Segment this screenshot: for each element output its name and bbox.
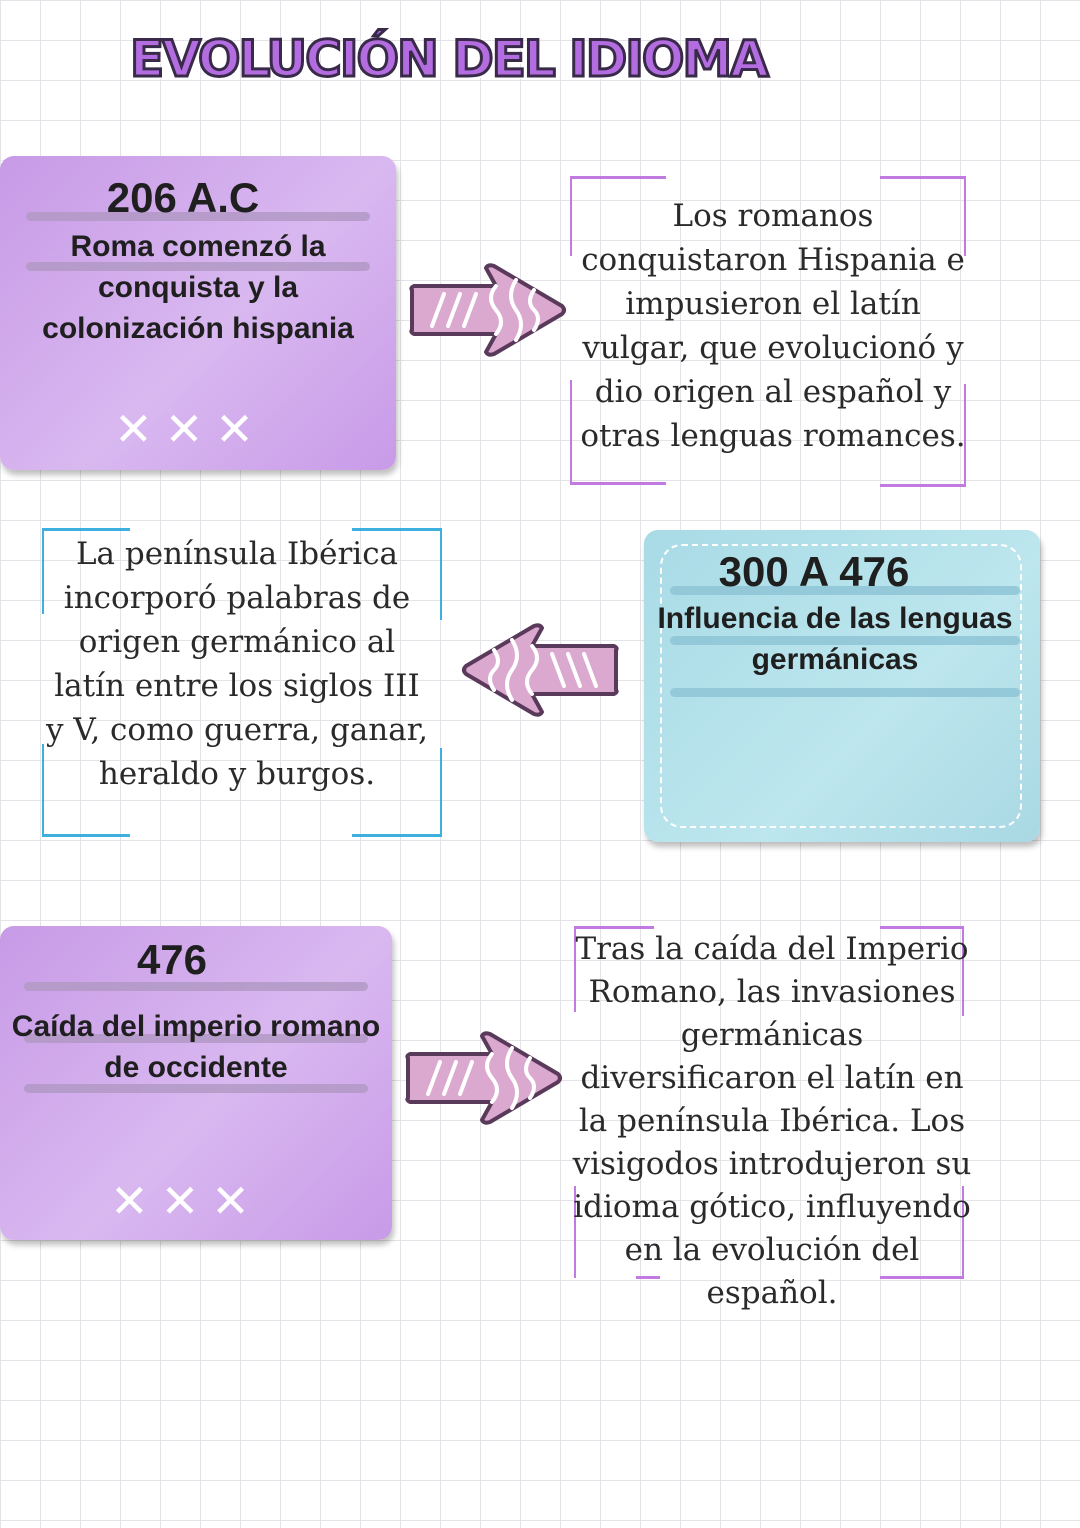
card-description: Roma comenzó la conquista y la colonización hispania — [42, 230, 354, 345]
arrow-right-icon — [400, 1030, 566, 1126]
page-title: EVOLUCIÓN DEL IDIOMA — [130, 30, 767, 88]
arrow-right-icon — [404, 262, 570, 358]
note-frame-left-bottom — [42, 744, 44, 836]
note-peninsula: La península Ibérica incorporó palabras de origen germánico al latín entre los siglos III y V, como guerra, ganar, heraldo y burgos. — [46, 536, 429, 792]
note-frame-right-bottom — [440, 748, 442, 836]
note-frame-top-right — [352, 528, 442, 531]
note-frame-left — [570, 176, 572, 256]
note-frame-bottom-right — [352, 834, 442, 837]
card-description: Influencia de las lenguas germánicas — [657, 602, 1013, 676]
timeline-card-206ac — [0, 156, 396, 470]
note-frame-top-right — [880, 176, 966, 179]
cross-icon: ✕✕✕ — [110, 1175, 262, 1227]
note-frame-bottom-left — [42, 834, 130, 837]
timeline-card-476 — [0, 926, 392, 1240]
note-frame-right — [440, 528, 442, 620]
note-frame-bottom-left — [570, 482, 666, 485]
note-frame-bottom-right — [880, 484, 966, 487]
card-year: 206 A.C — [106, 174, 260, 221]
note-caida-imperio: Tras la caída del Imperio Romano, las invasiones germánicas diversificaron el latín en la península Ibérica. Los visigodos introdujeron su idioma gótico, influyendo en la evolución del español. — [572, 931, 972, 1311]
note-frame-left-bottom — [570, 380, 572, 484]
note-romanos: Los romanos conquistaron Hispania e impusieron el latín vulgar, que evolucionó y dio origen al español y otras lenguas romances. — [580, 198, 966, 454]
cross-icon: ✕✕✕ — [114, 403, 266, 455]
note-frame-left — [42, 528, 44, 614]
card-year: 476 — [136, 936, 208, 983]
arrow-left-icon — [458, 622, 624, 718]
card-year: 300 A 476 — [718, 548, 910, 595]
note-frame-top-left — [42, 528, 130, 531]
timeline-card-300-476 — [644, 530, 1040, 842]
note-frame-top-left — [570, 176, 666, 179]
card-description: Caída del imperio romano de occidente — [11, 1010, 381, 1084]
